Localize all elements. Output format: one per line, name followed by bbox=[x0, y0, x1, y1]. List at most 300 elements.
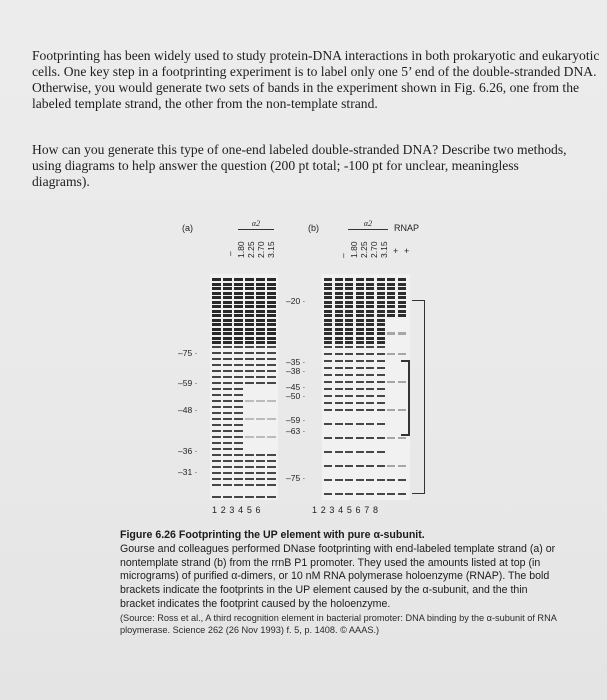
gel-band bbox=[366, 341, 374, 344]
gel-band bbox=[366, 296, 374, 299]
gel-band bbox=[234, 460, 243, 462]
gel-band bbox=[223, 430, 232, 432]
gel-band bbox=[267, 382, 276, 384]
gel-band bbox=[377, 381, 385, 383]
gel-band bbox=[267, 472, 276, 474]
gel-band bbox=[256, 314, 265, 317]
gel-band bbox=[324, 360, 332, 362]
gel-band bbox=[345, 310, 353, 313]
gel-band bbox=[256, 478, 265, 480]
gel-lane bbox=[234, 274, 243, 500]
gel-band bbox=[345, 346, 353, 348]
gel-band bbox=[324, 402, 332, 404]
gel-band bbox=[234, 484, 243, 486]
gel-band bbox=[212, 323, 221, 326]
gel-band bbox=[212, 287, 221, 290]
gel-band bbox=[234, 400, 243, 402]
gel-band bbox=[356, 465, 364, 467]
gel-band bbox=[335, 305, 343, 308]
gel-band bbox=[256, 332, 265, 335]
gel-lane bbox=[356, 274, 364, 500]
gel-band bbox=[212, 484, 221, 486]
gel-lane bbox=[245, 274, 254, 500]
gel-band bbox=[387, 301, 395, 304]
panel-a-col-label: 1.80 bbox=[236, 241, 246, 258]
gel-band bbox=[234, 466, 243, 468]
gel-band bbox=[223, 382, 232, 384]
gel-band bbox=[245, 323, 254, 326]
panel-a-gel bbox=[210, 274, 278, 500]
gel-band bbox=[377, 353, 385, 355]
gel-band bbox=[387, 409, 395, 411]
gel-band bbox=[356, 332, 364, 335]
gel-band bbox=[256, 436, 265, 438]
gel-band bbox=[324, 395, 332, 397]
gel-band bbox=[234, 292, 243, 295]
gel-band bbox=[223, 310, 232, 313]
gel-band bbox=[366, 381, 374, 383]
gel-band bbox=[245, 400, 254, 402]
gel-band bbox=[245, 332, 254, 335]
gel-band bbox=[267, 454, 276, 456]
gel-band bbox=[267, 283, 276, 286]
gel-band bbox=[335, 278, 343, 281]
gel-lane bbox=[345, 274, 353, 500]
gel-band bbox=[256, 376, 265, 378]
gel-band bbox=[245, 346, 254, 348]
gel-band bbox=[335, 337, 343, 340]
gel-band bbox=[223, 400, 232, 402]
gel-band bbox=[234, 448, 243, 450]
gel-band bbox=[234, 323, 243, 326]
gel-band bbox=[267, 478, 276, 480]
gel-band bbox=[366, 319, 374, 322]
gel-band bbox=[398, 278, 406, 281]
gel-band bbox=[256, 337, 265, 340]
gel-band bbox=[223, 319, 232, 322]
gel-band bbox=[345, 296, 353, 299]
gel-band bbox=[356, 296, 364, 299]
gel-band bbox=[223, 454, 232, 456]
gel-band bbox=[377, 283, 385, 286]
panel-b-col-label: 3.15 bbox=[379, 241, 389, 258]
gel-band bbox=[377, 437, 385, 439]
gel-band bbox=[234, 319, 243, 322]
gel-band bbox=[387, 381, 395, 383]
gel-band bbox=[345, 319, 353, 322]
gel-band bbox=[212, 278, 221, 281]
gel-band bbox=[335, 332, 343, 335]
gel-band bbox=[324, 367, 332, 369]
gel-band bbox=[212, 400, 221, 402]
gel-band bbox=[256, 296, 265, 299]
gel-band bbox=[245, 341, 254, 344]
gel-lane bbox=[366, 274, 374, 500]
gel-band bbox=[345, 395, 353, 397]
gel-band bbox=[212, 314, 221, 317]
figure-caption bbox=[120, 529, 560, 636]
gel-band bbox=[345, 337, 353, 340]
gel-band bbox=[335, 367, 343, 369]
gel-band bbox=[335, 341, 343, 344]
gel-band bbox=[356, 337, 364, 340]
panel-b-gel bbox=[322, 274, 410, 500]
gel-band bbox=[245, 382, 254, 384]
gel-band bbox=[234, 314, 243, 317]
gel-band bbox=[345, 341, 353, 344]
gel-band bbox=[377, 360, 385, 362]
gel-band bbox=[234, 278, 243, 281]
gel-band bbox=[398, 353, 406, 355]
gel-band bbox=[366, 305, 374, 308]
panel-b-tick: –59 · bbox=[286, 415, 306, 425]
gel-band bbox=[223, 412, 232, 414]
gel-band bbox=[335, 314, 343, 317]
panel-a-col-label: 3.15 bbox=[266, 241, 276, 258]
gel-band bbox=[335, 402, 343, 404]
gel-band bbox=[345, 283, 353, 286]
gel-band bbox=[267, 278, 276, 281]
gel-band bbox=[324, 341, 332, 344]
gel-band bbox=[234, 337, 243, 340]
gel-band bbox=[212, 424, 221, 426]
gel-band bbox=[377, 296, 385, 299]
gel-band bbox=[245, 319, 254, 322]
gel-band bbox=[223, 337, 232, 340]
gel-band bbox=[366, 479, 374, 481]
gel-band bbox=[387, 305, 395, 308]
gel-band bbox=[335, 381, 343, 383]
gel-band bbox=[245, 466, 254, 468]
gel-lane bbox=[212, 274, 221, 500]
gel-band bbox=[223, 418, 232, 420]
gel-band bbox=[335, 374, 343, 376]
gel-band bbox=[366, 328, 374, 331]
gel-band bbox=[366, 337, 374, 340]
gel-band bbox=[223, 341, 232, 344]
gel-band bbox=[267, 400, 276, 402]
gel-band bbox=[212, 418, 221, 420]
gel-band bbox=[234, 394, 243, 396]
gel-band bbox=[234, 376, 243, 378]
gel-band bbox=[324, 283, 332, 286]
gel-band bbox=[324, 423, 332, 425]
gel-band bbox=[245, 418, 254, 420]
gel-band bbox=[223, 352, 232, 354]
panel-b-col-label: 1.80 bbox=[349, 241, 359, 258]
gel-band bbox=[387, 437, 395, 439]
gel-band bbox=[377, 332, 385, 335]
gel-band bbox=[324, 409, 332, 411]
gel-band bbox=[234, 412, 243, 414]
gel-band bbox=[366, 493, 374, 495]
gel-band bbox=[245, 460, 254, 462]
gel-band bbox=[245, 287, 254, 290]
gel-band bbox=[256, 328, 265, 331]
gel-band bbox=[324, 287, 332, 290]
gel-band bbox=[377, 479, 385, 481]
gel-band bbox=[256, 496, 265, 498]
gel-band bbox=[366, 310, 374, 313]
gel-band bbox=[366, 437, 374, 439]
gel-band bbox=[234, 328, 243, 331]
gel-band bbox=[398, 287, 406, 290]
gel-band bbox=[377, 388, 385, 390]
panel-b-label: (b) bbox=[308, 223, 319, 233]
gel-band bbox=[212, 448, 221, 450]
gel-band bbox=[324, 332, 332, 335]
gel-band bbox=[267, 319, 276, 322]
gel-band bbox=[245, 310, 254, 313]
gel-band bbox=[387, 310, 395, 313]
gel-band bbox=[267, 301, 276, 304]
gel-band bbox=[366, 388, 374, 390]
gel-band bbox=[366, 278, 374, 281]
gel-lane bbox=[267, 274, 276, 500]
gel-band bbox=[324, 493, 332, 495]
gel-band bbox=[345, 367, 353, 369]
gel-band bbox=[387, 332, 395, 335]
gel-band bbox=[398, 305, 406, 308]
gel-band bbox=[335, 360, 343, 362]
gel-band bbox=[335, 328, 343, 331]
gel-band bbox=[356, 423, 364, 425]
gel-band bbox=[366, 346, 374, 348]
gel-band bbox=[223, 472, 232, 474]
gel-band bbox=[356, 292, 364, 295]
panel-b-col-label: – bbox=[338, 253, 348, 258]
panel-a-tick: –48 · bbox=[178, 405, 198, 415]
gel-band bbox=[267, 370, 276, 372]
gel-band bbox=[377, 367, 385, 369]
gel-band bbox=[324, 278, 332, 281]
gel-band bbox=[356, 328, 364, 331]
gel-band bbox=[335, 409, 343, 411]
gel-band bbox=[256, 466, 265, 468]
gel-band bbox=[335, 423, 343, 425]
gel-band bbox=[234, 341, 243, 344]
gel-band bbox=[356, 283, 364, 286]
gel-band bbox=[377, 305, 385, 308]
panel-a-lane-numbers: 1 2 3 4 5 6 bbox=[212, 505, 262, 515]
gel-band bbox=[223, 358, 232, 360]
gel-band bbox=[212, 283, 221, 286]
gel-band bbox=[223, 466, 232, 468]
gel-band bbox=[398, 301, 406, 304]
gel-band bbox=[335, 465, 343, 467]
gel-band bbox=[245, 472, 254, 474]
gel-band bbox=[267, 287, 276, 290]
gel-band bbox=[267, 418, 276, 420]
gel-band bbox=[335, 319, 343, 322]
gel-band bbox=[377, 423, 385, 425]
gel-band bbox=[366, 323, 374, 326]
gel-band bbox=[234, 442, 243, 444]
gel-band bbox=[212, 430, 221, 432]
gel-band bbox=[356, 381, 364, 383]
gel-band bbox=[234, 296, 243, 299]
gel-lane bbox=[335, 274, 343, 500]
gel-band bbox=[324, 479, 332, 481]
gel-band bbox=[345, 388, 353, 390]
gel-band bbox=[223, 388, 232, 390]
gel-band bbox=[345, 328, 353, 331]
gel-band bbox=[356, 451, 364, 453]
gel-band bbox=[377, 319, 385, 322]
panel-a-col-label: – bbox=[225, 251, 235, 256]
gel-band bbox=[212, 382, 221, 384]
gel-band bbox=[345, 353, 353, 355]
gel-band bbox=[223, 424, 232, 426]
gel-band bbox=[366, 301, 374, 304]
panel-a-tick: –75 · bbox=[178, 348, 198, 358]
gel-band bbox=[377, 402, 385, 404]
gel-band bbox=[256, 400, 265, 402]
gel-band bbox=[345, 465, 353, 467]
gel-band bbox=[234, 364, 243, 366]
gel-band bbox=[377, 328, 385, 331]
gel-band bbox=[256, 301, 265, 304]
gel-band bbox=[234, 301, 243, 304]
gel-band bbox=[245, 278, 254, 281]
gel-band bbox=[345, 278, 353, 281]
panel-a-tick: –59 · bbox=[178, 378, 198, 388]
gel-band bbox=[212, 364, 221, 366]
gel-band bbox=[324, 301, 332, 304]
gel-band bbox=[256, 341, 265, 344]
gel-lane bbox=[377, 274, 385, 500]
gel-band bbox=[212, 460, 221, 462]
gel-band bbox=[245, 296, 254, 299]
gel-band bbox=[212, 292, 221, 295]
panel-a-col-label: 2.70 bbox=[256, 241, 266, 258]
gel-band bbox=[245, 292, 254, 295]
gel-band bbox=[223, 283, 232, 286]
gel-band bbox=[335, 388, 343, 390]
gel-band bbox=[366, 292, 374, 295]
gel-band bbox=[212, 301, 221, 304]
gel-band bbox=[267, 484, 276, 486]
gel-band bbox=[245, 478, 254, 480]
gel-band bbox=[387, 296, 395, 299]
gel-band bbox=[356, 310, 364, 313]
gel-band bbox=[212, 412, 221, 414]
gel-band bbox=[366, 360, 374, 362]
gel-band bbox=[212, 442, 221, 444]
gel-band bbox=[256, 278, 265, 281]
gel-band bbox=[335, 437, 343, 439]
gel-band bbox=[377, 409, 385, 411]
gel-band bbox=[324, 328, 332, 331]
panel-b-tick: –75 · bbox=[286, 473, 306, 483]
gel-band bbox=[356, 388, 364, 390]
gel-band bbox=[356, 479, 364, 481]
gel-band bbox=[234, 358, 243, 360]
gel-band bbox=[223, 442, 232, 444]
gel-band bbox=[212, 296, 221, 299]
gel-band bbox=[234, 370, 243, 372]
gel-band bbox=[223, 364, 232, 366]
gel-band bbox=[356, 374, 364, 376]
gel-band bbox=[324, 310, 332, 313]
gel-band bbox=[324, 314, 332, 317]
gel-band bbox=[345, 381, 353, 383]
gel-band bbox=[398, 493, 406, 495]
gel-band bbox=[267, 341, 276, 344]
panel-b-alpha-header: α2 bbox=[348, 219, 388, 230]
gel-band bbox=[212, 454, 221, 456]
gel-band bbox=[387, 465, 395, 467]
gel-band bbox=[324, 296, 332, 299]
gel-band bbox=[377, 310, 385, 313]
gel-band bbox=[377, 465, 385, 467]
gel-band bbox=[245, 496, 254, 498]
gel-band bbox=[324, 381, 332, 383]
gel-band bbox=[324, 305, 332, 308]
gel-band bbox=[223, 478, 232, 480]
panel-b-tick: –45 · bbox=[286, 382, 306, 392]
gel-band bbox=[223, 346, 232, 348]
gel-band bbox=[234, 454, 243, 456]
gel-band bbox=[267, 332, 276, 335]
gel-band bbox=[345, 374, 353, 376]
gel-band bbox=[245, 283, 254, 286]
gel-band bbox=[345, 409, 353, 411]
gel-band bbox=[387, 283, 395, 286]
gel-band bbox=[345, 423, 353, 425]
gel-band bbox=[324, 465, 332, 467]
gel-band bbox=[267, 328, 276, 331]
gel-band bbox=[345, 314, 353, 317]
gel-band bbox=[324, 388, 332, 390]
gel-band bbox=[366, 332, 374, 335]
gel-band bbox=[245, 328, 254, 331]
gel-band bbox=[366, 353, 374, 355]
gel-lane bbox=[324, 274, 332, 500]
gel-band bbox=[345, 360, 353, 362]
gel-band bbox=[212, 376, 221, 378]
gel-band bbox=[345, 287, 353, 290]
gel-band bbox=[356, 305, 364, 308]
gel-band bbox=[335, 292, 343, 295]
gel-band bbox=[267, 376, 276, 378]
gel-band bbox=[245, 376, 254, 378]
gel-band bbox=[335, 395, 343, 397]
gel-band bbox=[234, 352, 243, 354]
gel-band bbox=[212, 394, 221, 396]
gel-band bbox=[324, 437, 332, 439]
gel-band bbox=[267, 436, 276, 438]
gel-band bbox=[345, 479, 353, 481]
gel-band bbox=[223, 460, 232, 462]
panel-b-lane-numbers: 1 2 3 4 5 6 7 8 bbox=[312, 505, 379, 515]
gel-band bbox=[377, 301, 385, 304]
gel-band bbox=[335, 451, 343, 453]
gel-band bbox=[366, 402, 374, 404]
gel-band bbox=[234, 472, 243, 474]
gel-band bbox=[267, 496, 276, 498]
caption-body: Gourse and colleagues performed DNase footprinting with end-labeled template strand (a) or nontemplate strand (b) from the rrnB P1 promoter. They used the amounts listed at top (in micrograms) of purified α-dimers, or 10 nM RNA polymerase holoenzyme (RNAP). The bold brackets indicate the footprints in the UP element caused by the α-subunit, and the thin bracket indicates the footprint caused by the holoenzyme. bbox=[120, 542, 556, 610]
gel-band bbox=[335, 353, 343, 355]
gel-band bbox=[245, 358, 254, 360]
gel-band bbox=[234, 305, 243, 308]
gel-band bbox=[387, 292, 395, 295]
gel-band bbox=[345, 437, 353, 439]
holoenzyme-thin-bracket bbox=[412, 300, 425, 494]
gel-band bbox=[377, 292, 385, 295]
panel-b-tick: –63 · bbox=[286, 426, 306, 436]
gel-band bbox=[234, 287, 243, 290]
